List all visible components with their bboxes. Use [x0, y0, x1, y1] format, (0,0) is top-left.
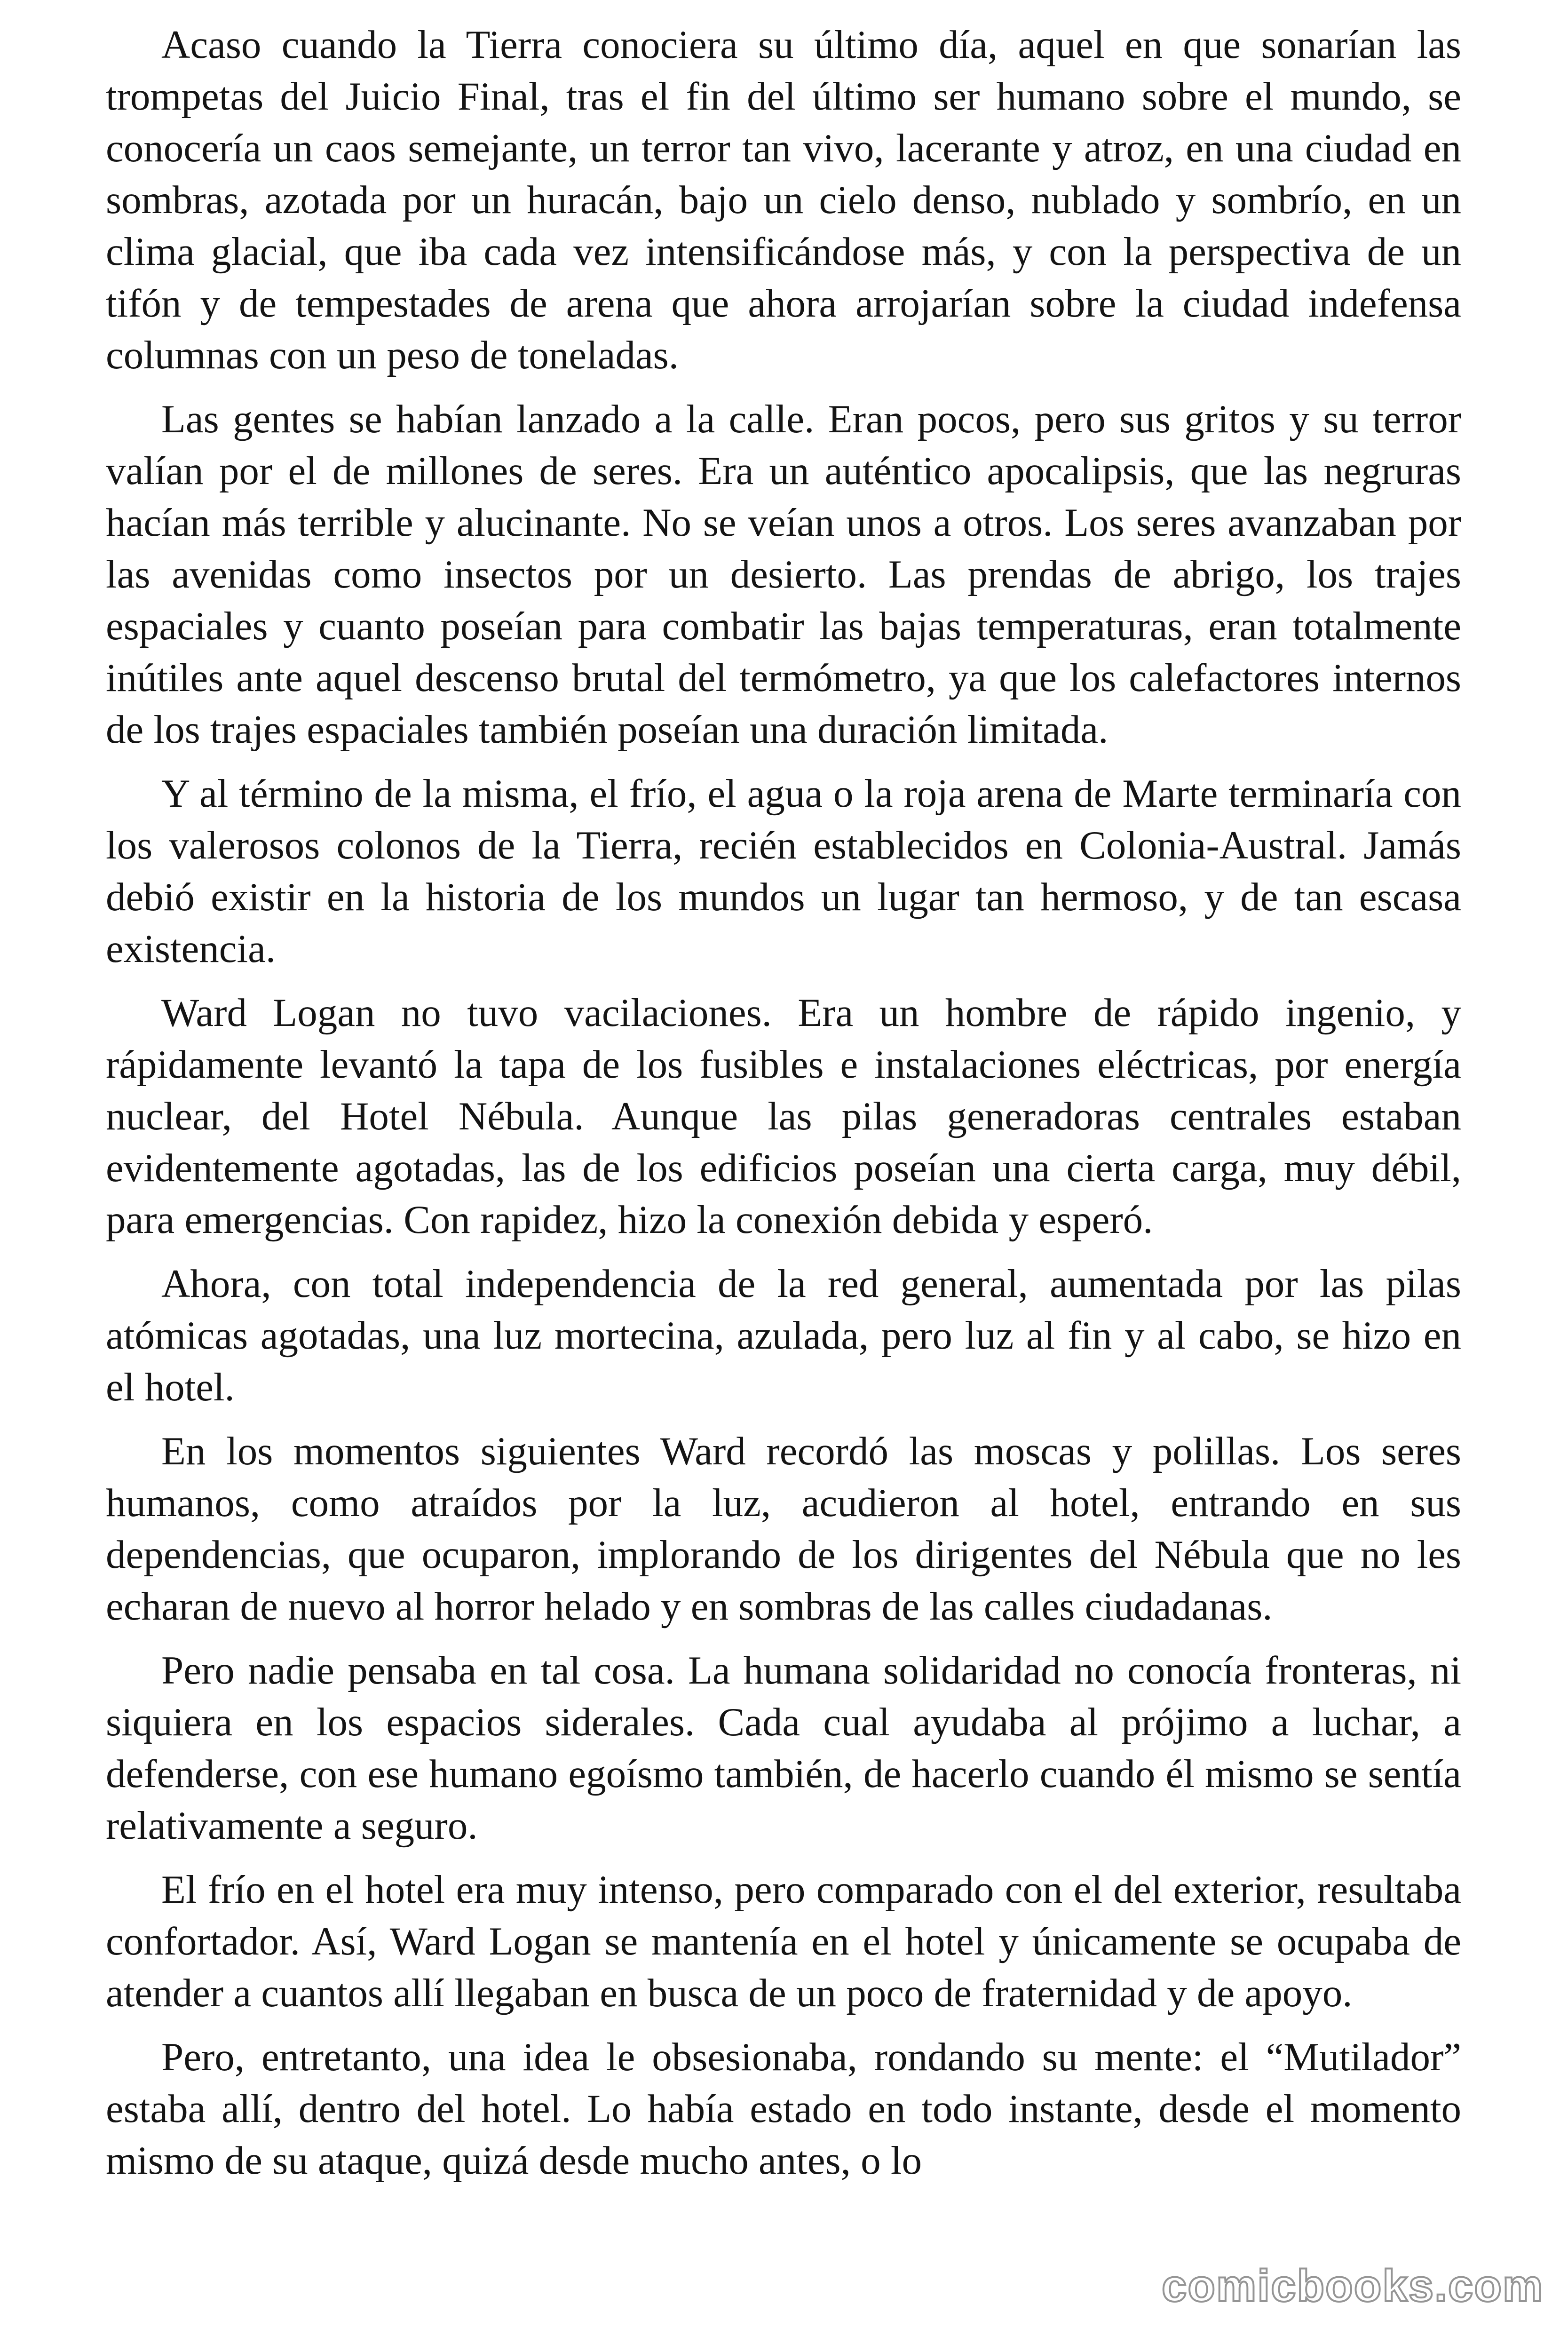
- paragraph: En los momentos siguientes Ward recordó las moscas y polillas. Los seres humanos, como atraídos por la luz, acudieron al hotel, entrando en sus dependencias, que ocuparon, implorando de los dirigentes del Nébula que no les echaran de nuevo al horror helado y en sombras de las calles ciudadanas.: [106, 1429, 1461, 1629]
- body-text: [106, 19, 1461, 2199]
- paragraph: Acaso cuando la Tierra conociera su último día, aquel en que sonarían las trompetas del Juicio Final, tras el fin del último ser humano sobre el mundo, se conocería un caos semejante, un terror tan vivo, lacerante y atroz, en una ciudad en sombras, azotada por un huracán, bajo un cielo denso, nublado y sombrío, en un clima glacial, que iba cada vez intensificándose más, y con la perspectiva de un tifón y de tempestades de arena que ahora arrojarían sobre la ciudad indefensa columnas con un peso de toneladas.: [106, 23, 1461, 377]
- paragraph: El frío en el hotel era muy intenso, pero comparado con el del exterior, resultaba confortador. Así, Ward Logan se mantenía en el hotel y únicamente se ocupaba de atender a cuantos allí llegaban en busca de un poco de fraternidad y de apoyo.: [106, 1867, 1461, 2015]
- watermark: comicbooks.com: [1162, 2261, 1544, 2311]
- paragraph: Las gentes se habían lanzado a la calle. Eran pocos, pero sus gritos y su terror valían por el de millones de seres. Era un auténtico apocalipsis, que las negruras hacían más terrible y alucinante. No se veían unos a otros. Los seres avanzaban por las avenidas como insectos por un desierto. Las prendas de abrigo, los trajes espaciales y cuanto poseían para combatir las bajas temperaturas, eran totalmente inútiles ante aquel descenso brutal del termómetro, ya que los calefactores internos de los trajes espaciales también poseían una duración limitada.: [106, 397, 1461, 752]
- paragraph: Ahora, con total independencia de la red general, aumentada por las pilas atómicas agotadas, una luz mortecina, azulada, pero luz al fin y al cabo, se hizo en el hotel.: [106, 1262, 1461, 1409]
- paragraph: Y al término de la misma, el frío, el agua o la roja arena de Marte terminaría con los valerosos colonos de la Tierra, recién establecidos en Colonia-Austral. Jamás debió existir en la historia de los mundos un lugar tan hermoso, y de tan escasa existencia.: [106, 771, 1461, 971]
- paragraph: Ward Logan no tuvo vacilaciones. Era un hombre de rápido ingenio, y rápidamente levantó la tapa de los fusibles e instalaciones eléctricas, por energía nuclear, del Hotel Nébula. Aunque las pilas generadoras centrales estaban evidentemente agotadas, las de los edificios poseían una cierta carga, muy débil, para emergencias. Con rapidez, hizo la conexión debida y esperó.: [106, 991, 1461, 1242]
- paragraph: Pero, entretanto, una idea le obsesionaba, rondando su mente: el “Mutilador” estaba allí, dentro del hotel. Lo había estado en todo instante, desde el momento mismo de su ataque, quizá desde mucho antes, o lo: [106, 2035, 1461, 2183]
- paragraph: Pero nadie pensaba en tal cosa. La humana solidaridad no conocía fronteras, ni siquiera en los espacios siderales. Cada cual ayudaba al prójimo a luchar, a defenderse, con ese humano egoísmo también, de hacerlo cuando él mismo se sentía relativamente a seguro.: [106, 1648, 1461, 1848]
